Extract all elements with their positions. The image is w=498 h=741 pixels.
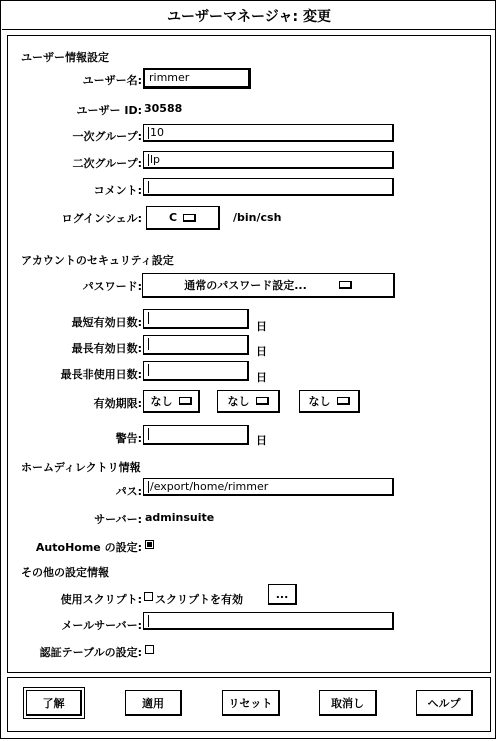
warning-field[interactable] [143,425,249,445]
menu-indicator-icon [256,397,269,405]
warning-label: 警告: [115,432,142,445]
mail-server-label: メールサーバー: [61,619,142,632]
section-user-info: ユーザー情報設定 [21,51,109,64]
comment-field[interactable] [143,178,394,196]
password-label: パスワード: [82,280,142,293]
userid-value: 30588 [144,102,183,115]
userid-label: ユーザー ID: [76,104,142,117]
menu-indicator-icon [179,397,192,405]
username-field[interactable] [143,68,251,89]
path-field[interactable] [143,478,394,496]
ok-button[interactable]: 了解 [26,690,82,716]
script-checkbox[interactable] [144,592,153,601]
cancel-button[interactable]: 取消し [319,690,377,716]
script-label: 使用スクリプト: [60,593,142,606]
apply-button[interactable]: 適用 [125,690,182,716]
reset-button[interactable]: リセット [222,690,280,716]
help-button[interactable]: ヘルプ [416,690,473,716]
login-shell-label: ログインシェル: [61,212,142,225]
auth-table-label: 認証テーブルの設定: [39,646,142,659]
autohome-label: AutoHome の設定: [35,541,142,554]
max-inactive-label: 最長非使用日数: [60,368,142,381]
script-browse-button[interactable]: ... [268,584,297,605]
secondary-group-label: 二次グループ: [72,157,142,170]
max-days-unit: 日 [256,345,267,358]
window-title: ユーザーマネージャ: 変更 [2,2,496,30]
min-days-unit: 日 [256,320,267,333]
server-label: サーバー: [94,513,142,526]
primary-group-label: 一次グループ: [72,130,142,143]
menu-indicator-icon [337,397,350,405]
autohome-checkbox[interactable] [145,540,154,549]
button-bar [7,677,491,732]
expire-day-menu[interactable]: なし [143,390,200,413]
login-shell-path: /bin/csh [233,211,282,224]
menu-indicator-icon [339,281,352,289]
max-inactive-unit: 日 [256,371,267,384]
secondary-group-field[interactable] [143,151,394,169]
login-shell-menu[interactable] [146,206,220,230]
max-inactive-field[interactable] [143,361,249,381]
min-days-field[interactable] [143,309,249,329]
mail-server-field[interactable] [143,612,394,630]
form-panel [7,35,491,673]
username-value: rimmer [149,71,190,84]
path-value: /export/home/rimmer [150,480,269,493]
expire-year-menu[interactable]: なし [299,390,360,413]
path-label: パス: [115,485,142,498]
expire-month-menu[interactable]: なし [217,390,280,413]
expire-label: 有効期限: [93,397,142,410]
min-days-label: 最短有効日数: [71,316,142,329]
max-days-field[interactable] [143,335,249,355]
primary-group-field[interactable] [143,124,394,142]
secondary-group-value: lp [150,153,161,166]
section-security: アカウントのセキュリティ設定 [21,254,174,267]
script-checkbox-label: スクリプトを有効 [155,593,243,606]
server-value: adminsuite [145,511,215,524]
password-menu[interactable] [142,273,395,298]
menu-indicator-icon [183,214,196,222]
warning-unit: 日 [256,434,267,447]
section-misc: その他の設定情報 [21,566,109,579]
username-label: ユーザー名: [82,74,142,87]
password-option: 通常のパスワード設定... [184,279,307,292]
auth-table-checkbox[interactable] [145,645,154,654]
login-shell-option: C [168,211,178,224]
primary-group-value: 10 [150,126,164,139]
max-days-label: 最長有効日数: [71,342,142,355]
section-home: ホームディレクトリ情報 [21,461,141,474]
comment-label: コメント: [93,184,142,197]
